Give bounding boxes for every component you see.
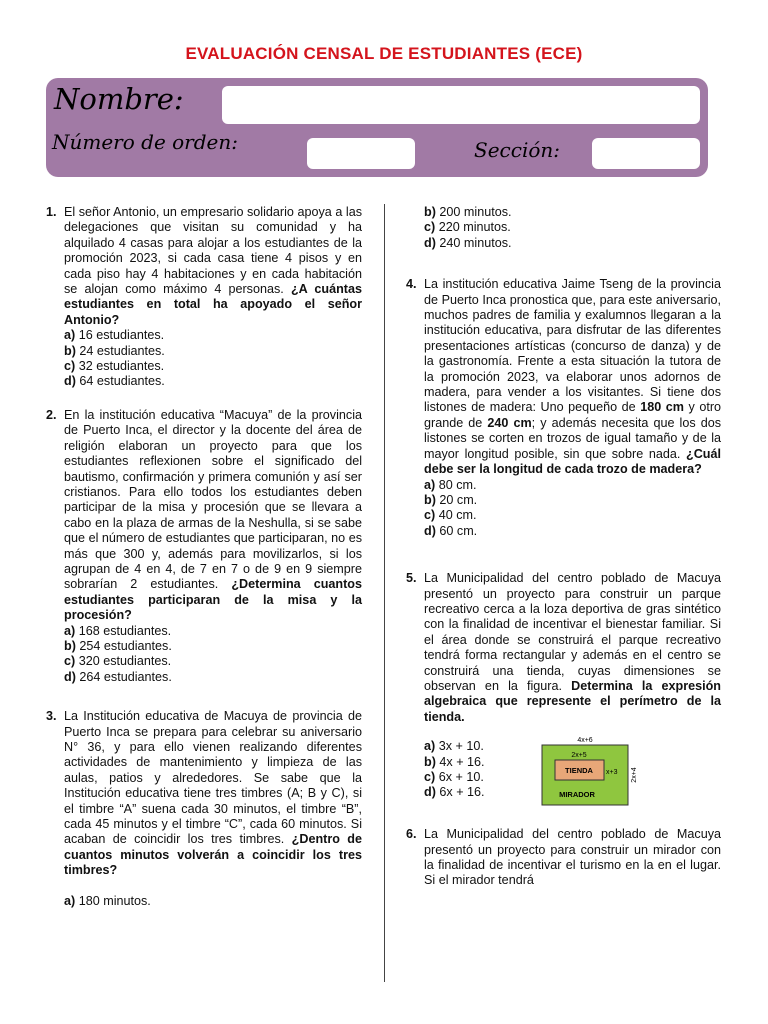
spacer (64, 879, 362, 894)
option-text: 200 minutos. (439, 205, 512, 219)
numero-orden-label: Número de orden: (52, 130, 238, 154)
option-text: 64 estudiantes. (79, 374, 165, 389)
tienda-label: TIENDA (565, 766, 593, 776)
option-text: 180 minutos. (78, 893, 151, 908)
option-d[interactable] (64, 374, 362, 389)
question-prompt: ¿A cuántas estudiantes en total ha apoyado el señor Antonio? (64, 282, 362, 327)
question-body: y otro grande de (424, 400, 722, 430)
option-letter: d) (64, 374, 76, 389)
question-3-continued (406, 205, 721, 251)
question-text (424, 277, 721, 477)
measure-large: 240 cm (487, 415, 532, 430)
option-letter: b) (424, 492, 436, 507)
right-column (406, 205, 721, 889)
option-text: 3x + 10. (438, 739, 484, 754)
seccion-field[interactable] (592, 138, 700, 169)
student-info-header (46, 78, 708, 177)
option-letter: c) (64, 359, 76, 374)
option-b[interactable] (424, 205, 721, 220)
question-text (64, 709, 362, 878)
option-c[interactable] (64, 654, 362, 669)
option-d[interactable] (424, 236, 721, 251)
question-number: 4. (406, 277, 417, 292)
option-letter: d) (424, 523, 436, 538)
question-6 (406, 827, 721, 889)
tienda-height-label: x+3 (606, 769, 618, 777)
option-text: 16 estudiantes. (78, 328, 165, 343)
question-body: La Municipalidad del centro poblado de Macuya presentó un proyecto para construir un mirador con la finalidad de incentivar el turismo en la en el lugar. Si el mirador tendrá (424, 827, 721, 888)
question-body: ; y además necesita que los dos listones se corten en trozos de igual tamaño y de la mayor longitud posible, sin que sobre nada. (424, 415, 722, 461)
question-prompt: ¿Cuál debe ser la longitud de cada trozo de madera? (424, 446, 721, 477)
option-text: 40 cm. (438, 508, 477, 523)
option-text: 4x + 16. (439, 754, 485, 769)
question-3 (46, 709, 362, 909)
option-b[interactable] (64, 344, 362, 359)
tienda-width-label: 2x+5 (571, 752, 587, 760)
numero-orden-field[interactable] (307, 138, 415, 169)
mirador-height-label: 2x+4 (631, 767, 638, 783)
option-b[interactable] (424, 755, 485, 770)
options-with-figure (424, 739, 721, 809)
question-number: 3. (46, 709, 57, 724)
question-body: La institución educativa Jaime Tseng de la provincia de Puerto Inca pronostica que, para este aniversario, muchos padres de familia y exalumnos llegaran a la institución educativa, para disfrutar de las diferentes presentaciones artísticas (concurso de danza) y de la gastronomía. Frente a esta situación la tutora de la promoción 2023, va elaborar unos adornos de madera, para vender a los visitantes. Si tiene dos listones de madera: Uno pequeño de (424, 277, 721, 415)
option-letter: c) (424, 508, 436, 523)
option-text: 240 minutos. (439, 235, 512, 250)
option-text: 20 cm. (439, 492, 478, 507)
option-text: 168 estudiantes. (78, 623, 172, 638)
question-number: 5. (406, 571, 417, 586)
option-d[interactable] (424, 785, 485, 800)
option-letter: b) (424, 754, 436, 769)
question-body: La Municipalidad del centro poblado de Macuya presentó un proyecto para construir un parque recreativo cerca a la loza deportiva de gras sintético con la finalidad de incentivar el bienestar familiar. Si el área donde se construirá el parque recreativo tendrá forma rectangular y además en el centro se construirá una tienda, cuyas dimensiones se observan en la figura. (424, 571, 721, 693)
question-4 (406, 277, 721, 539)
option-d[interactable] (64, 670, 362, 685)
option-a[interactable] (64, 894, 362, 909)
question-prompt: Determina la expresión algebraica que represente el perímetro de la tienda. (424, 678, 722, 724)
question-prompt: ¿Dentro de cuantos minutos volverán a coincidir los tres timbres? (64, 832, 362, 878)
column-divider (384, 204, 385, 982)
option-text: 32 estudiantes. (78, 359, 165, 374)
option-a[interactable] (424, 478, 721, 493)
nombre-field[interactable] (222, 86, 700, 124)
option-a[interactable] (424, 739, 485, 754)
option-letter: a) (64, 623, 76, 638)
mirador-label: MIRADOR (559, 790, 595, 800)
option-list (424, 739, 485, 801)
option-a[interactable] (64, 624, 362, 639)
option-letter: b) (64, 343, 76, 358)
option-text: 264 estudiantes. (79, 669, 172, 684)
option-letter: d) (64, 669, 76, 684)
option-letter: a) (64, 328, 76, 343)
option-letter: c) (64, 654, 76, 669)
option-letter: a) (424, 477, 436, 492)
option-text: 220 minutos. (438, 220, 511, 235)
left-column (46, 205, 362, 909)
mirador-width-label: 4x+6 (577, 737, 593, 745)
option-text: 6x + 10. (438, 770, 484, 784)
question-2 (46, 408, 362, 685)
option-c[interactable] (424, 220, 721, 235)
option-text: 6x + 16. (439, 785, 485, 800)
question-body: El señor Antonio, un empresario solidario apoya a las delegaciones que visitan su comunidad y ha alquilado 4 casas para alojar a los estudiantes de la promoción 2023, si cada casa tiene 4 pisos y en cada piso hay 4 habitaciones y en cada habitación se alojan como máximo 4 personas. (64, 205, 362, 297)
option-text: 320 estudiantes. (78, 654, 172, 669)
option-letter: c) (424, 220, 436, 235)
question-1 (46, 205, 362, 390)
option-c[interactable] (424, 770, 485, 785)
option-letter: b) (424, 205, 436, 219)
question-body: En la institución educativa “Macuya” de la provincia de Puerto Inca, el director y la docente del área de religión elaboran un proyecto para que los estudiantes reflexionen sobre el significado del bautismo, confirmación y primera comunión y así ser cristianos. Para ello todos los estudiantes deben participar de la misa y procesión que se llevara a cabo en la plaza de armas de la Neshulla, si se sabe que el número de estudiantes que participaran, no es más que 300 y, además para movilizarlos, si los agrupan de 4 en 4, de 7 en 7 o de 9 en 9 siempre sobrarían 2 estudiantes. (64, 407, 362, 592)
option-letter: c) (424, 770, 436, 784)
option-letter: d) (424, 235, 436, 250)
option-b[interactable] (424, 493, 721, 508)
option-letter: d) (424, 785, 436, 800)
option-a[interactable] (64, 328, 362, 343)
measure-small: 180 cm (640, 400, 684, 415)
question-text (424, 827, 721, 889)
option-text: 60 cm. (439, 523, 478, 538)
question-number: 6. (406, 827, 417, 842)
question-number: 2. (46, 407, 57, 422)
question-text (424, 571, 721, 725)
page-title: EVALUACIÓN CENSAL DE ESTUDIANTES (ECE) (185, 44, 583, 63)
option-letter: b) (64, 638, 76, 653)
option-text: 254 estudiantes. (79, 638, 172, 653)
question-text (64, 205, 362, 328)
option-letter: a) (64, 893, 76, 908)
question-text (64, 408, 362, 624)
question-5 (406, 571, 721, 809)
question-number: 1. (46, 205, 57, 219)
seccion-label: Sección: (474, 138, 560, 162)
option-b[interactable] (64, 639, 362, 654)
option-text: 80 cm. (438, 477, 477, 492)
nombre-label: Nombre: (54, 82, 184, 116)
question-prompt: ¿Determina cuantos estudiantes participaran de la misa y la procesión? (64, 577, 363, 623)
option-text: 24 estudiantes. (79, 343, 165, 358)
mirador-tienda-figure (522, 734, 646, 810)
option-c[interactable] (64, 359, 362, 374)
option-letter: a) (424, 739, 436, 754)
question-body: La Institución educativa de Macuya de provincia de Puerto Inca se prepara para celebrar su aniversario N° 36, y para ello vienen realizando diferentes actividades de mantenimiento y limpieza de las aulas, patios y alrededores. Se sabe que la Institución educativa tiene tres timbres (A; B y C), si el timbre “A” suena cada 30 minutos, el timbre “B”, cada 45 minutos y el timbre “C”, cada 60 minutos. Si acaban de coincidir los tres timbres. (64, 709, 362, 847)
option-c[interactable] (424, 508, 721, 523)
option-d[interactable] (424, 524, 721, 539)
